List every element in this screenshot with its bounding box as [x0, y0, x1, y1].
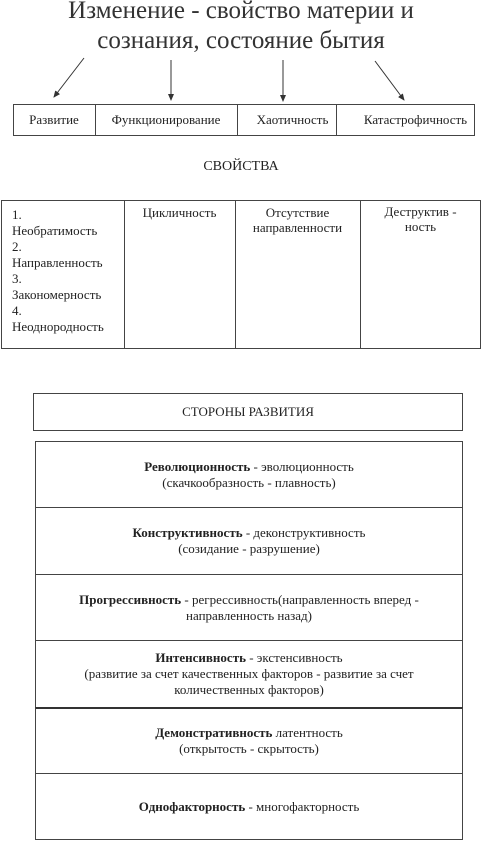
property-col3-line1: Отсутствие	[265, 205, 330, 220]
title-line-2: сознания, состояние бытия	[97, 27, 385, 54]
side-row	[35, 574, 463, 641]
list-item: Направленность	[12, 255, 103, 270]
form-funkcionirovanie: Функционирование	[111, 112, 221, 127]
side-term: Однофакторность	[138, 798, 246, 814]
side-row	[35, 640, 463, 708]
property-otsutstvie-napravlennosti	[235, 205, 360, 235]
list-number: 3.	[12, 271, 22, 286]
side-explanation: количественных факторов)	[174, 682, 324, 697]
side-opposite: - экстенсивность	[245, 650, 343, 665]
list-item: Закономерность	[12, 287, 102, 302]
arrows	[0, 0, 482, 110]
side-explanation: (развитие за счет качественных факторов - развитие за счет	[84, 666, 414, 681]
side-explanation: направленность назад)	[186, 607, 312, 623]
side-explanation: (открытость - скрытость)	[179, 741, 319, 756]
property-col3-line2: направленности	[252, 220, 343, 235]
form-haotichnost: Хаотичность	[256, 112, 329, 127]
side-explanation: (созидание - разрушение)	[178, 541, 320, 556]
property-ciklichnost: Цикличность	[142, 205, 217, 220]
side-term: Конструктивность	[132, 525, 243, 540]
side-explanation: (скачкообразность - плавность)	[162, 474, 336, 490]
side-opposite: - многофакторность	[245, 798, 360, 814]
side-row	[35, 773, 463, 840]
side-opposite: - эволюционность	[250, 458, 354, 474]
form-katastrofichnost: Катастрофичность	[363, 112, 468, 127]
side-term: Интенсивность	[155, 650, 246, 665]
property-col4-line2: ность	[404, 219, 437, 234]
list-item: Неоднородность	[12, 319, 104, 334]
side-row	[35, 707, 463, 774]
side-row	[35, 441, 463, 508]
properties-heading: СВОЙСТВА	[203, 159, 279, 174]
side-row	[35, 507, 463, 575]
title-line-1: Изменение - свойство материи и	[68, 0, 414, 24]
properties-list	[12, 207, 124, 335]
form-razvitie: Развитие	[29, 112, 79, 127]
list-number: 2.	[12, 239, 22, 254]
list-number: 4.	[12, 303, 22, 318]
arrow-to-razvitie	[54, 58, 84, 97]
property-col4-line1: Деструктив -	[384, 204, 457, 219]
side-term: Революционность	[144, 458, 251, 474]
properties-divider	[124, 200, 125, 349]
arrow-to-katastrofichnost	[375, 61, 404, 100]
property-destruktivnost	[360, 204, 481, 234]
list-number: 1.	[12, 207, 22, 222]
side-opposite: латентность	[272, 725, 343, 740]
side-term: Прогрессивность	[79, 591, 182, 607]
side-opposite: - деконструктивность	[242, 525, 366, 540]
list-item: Необратимость	[12, 223, 98, 238]
side-opposite: - регрессивность(направленность вперед -	[181, 591, 419, 607]
sides-heading: СТОРОНЫ РАЗВИТИЯ	[33, 393, 463, 431]
side-term: Демонстративность	[155, 725, 273, 740]
